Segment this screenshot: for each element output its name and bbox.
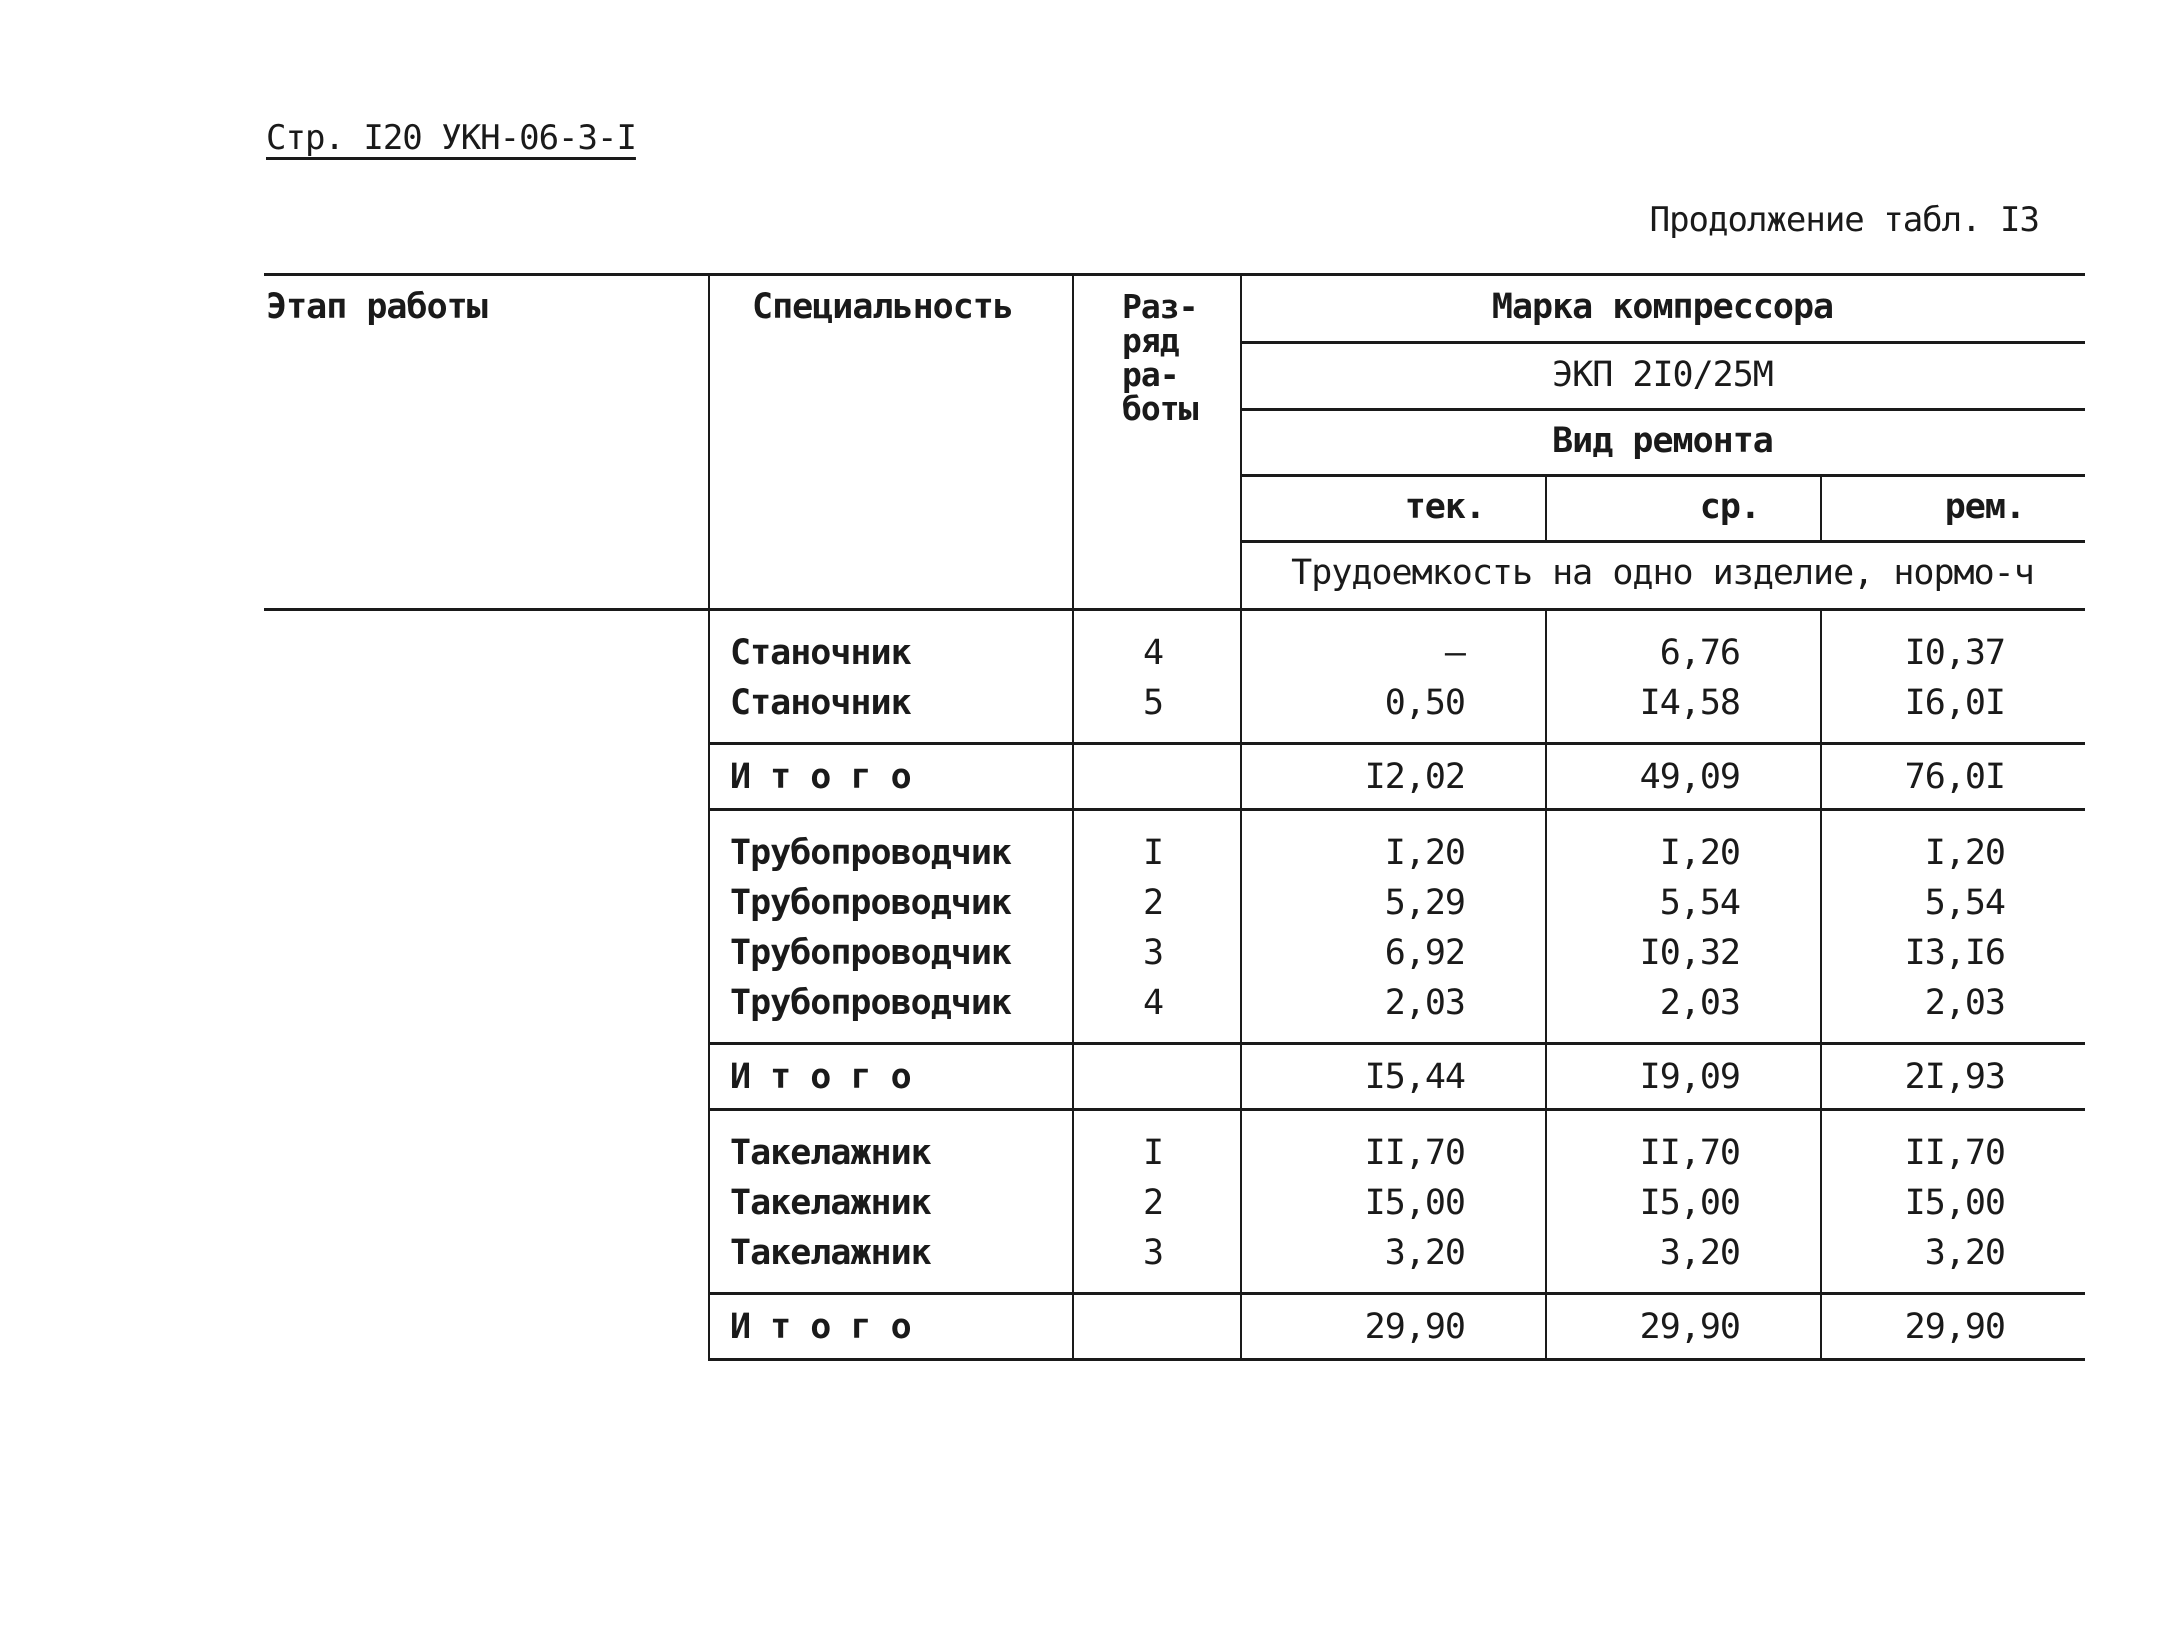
total-value-cell: 76,0I xyxy=(1904,757,2005,797)
specialty-cell: Такелажник xyxy=(730,1183,931,1223)
body-divider xyxy=(708,608,710,1358)
body-divider xyxy=(1240,608,1242,1358)
value-cell: – xyxy=(1444,633,1465,673)
value-cell: I6,0I xyxy=(1904,683,2005,723)
value-cell: 6,92 xyxy=(1384,933,1465,973)
brand-value-rule xyxy=(1240,408,2085,411)
repair-subtypes-rule xyxy=(1240,540,2085,543)
column-header-grade: Раз-ряд ра-боты xyxy=(1122,287,1198,428)
total-rule xyxy=(708,1108,2085,1111)
value-cell: I,20 xyxy=(1924,833,2005,873)
value-cell: I5,00 xyxy=(1904,1183,2005,1223)
value-cell: 5,54 xyxy=(1924,883,2005,923)
body-divider xyxy=(1545,608,1547,1358)
repair-type-2: рем. xyxy=(1944,487,2025,527)
value-cell: 5,54 xyxy=(1659,883,1740,923)
compressor-brand-value: ЭКП 2I0/25М xyxy=(1552,355,1773,395)
total-label: И т о г о xyxy=(730,757,911,797)
total-value-cell: 29,90 xyxy=(1904,1307,2005,1347)
specialty-cell: Такелажник xyxy=(730,1233,931,1273)
grade-cell: I xyxy=(1142,1133,1164,1173)
value-cell: 3,20 xyxy=(1659,1233,1740,1273)
labor-caption: Трудоемкость на одно изделие, нормо-ч xyxy=(1291,553,2034,593)
column-header-stage: Этап работы xyxy=(266,287,487,327)
group-rule xyxy=(708,742,2085,745)
value-cell: 3,20 xyxy=(1924,1233,2005,1273)
value-cell: 0,50 xyxy=(1384,683,1465,723)
column-header-brand: Марка компрессора xyxy=(1491,287,1834,327)
specialty-cell: Трубопроводчик xyxy=(730,883,1012,923)
grade-cell: 4 xyxy=(1142,983,1164,1023)
grade-cell: 4 xyxy=(1142,633,1164,673)
grade-cell: 3 xyxy=(1142,1233,1164,1273)
value-cell: I,20 xyxy=(1659,833,1740,873)
header-divider xyxy=(708,273,710,608)
group-rule xyxy=(708,1292,2085,1295)
group-rule xyxy=(708,1042,2085,1045)
value-cell: 3,20 xyxy=(1384,1233,1465,1273)
value-cell: 2,03 xyxy=(1924,983,2005,1023)
value-cell: 5,29 xyxy=(1384,883,1465,923)
value-cell: 2,03 xyxy=(1384,983,1465,1023)
total-value-cell: 49,09 xyxy=(1639,757,1740,797)
total-value-cell: 29,90 xyxy=(1364,1307,1465,1347)
brand-rule xyxy=(1240,341,2085,344)
page-reference: Стр. I20 УКН-06-3-I xyxy=(266,118,636,158)
value-cell: 6,76 xyxy=(1659,633,1740,673)
total-rule xyxy=(708,808,2085,811)
grade-cell: I xyxy=(1142,833,1164,873)
body-divider xyxy=(1072,608,1074,1358)
specialty-cell: Станочник xyxy=(730,633,911,673)
grade-cell: 2 xyxy=(1142,1183,1164,1223)
header-divider xyxy=(1072,273,1074,608)
value-cell: I0,37 xyxy=(1904,633,2005,673)
total-value-cell: 29,90 xyxy=(1639,1307,1740,1347)
total-value-cell: I9,09 xyxy=(1639,1057,1740,1097)
specialty-cell: Такелажник xyxy=(730,1133,931,1173)
repair-type-1: ср. xyxy=(1699,487,1760,527)
body-divider xyxy=(1820,608,1822,1358)
repair-type-0: тек. xyxy=(1404,487,1485,527)
table-top-rule xyxy=(264,273,2085,276)
specialty-cell: Трубопроводчик xyxy=(730,933,1012,973)
specialty-cell: Трубопроводчик xyxy=(730,983,1012,1023)
value-cell: I4,58 xyxy=(1639,683,1740,723)
column-header-specialty: Специальность xyxy=(752,287,1013,327)
specialty-cell: Станочник xyxy=(730,683,911,723)
total-rule xyxy=(708,1358,2085,1361)
total-label: И т о г о xyxy=(730,1057,911,1097)
value-cell: I0,32 xyxy=(1639,933,1740,973)
grade-cell: 3 xyxy=(1142,933,1164,973)
specialty-cell: Трубопроводчик xyxy=(730,833,1012,873)
value-cell: I5,00 xyxy=(1364,1183,1465,1223)
value-cell: II,70 xyxy=(1364,1133,1465,1173)
column-header-repair-type: Вид ремонта xyxy=(1552,421,1773,461)
total-value-cell: 2I,93 xyxy=(1904,1057,2005,1097)
grade-cell: 2 xyxy=(1142,883,1164,923)
value-cell: 2,03 xyxy=(1659,983,1740,1023)
table-continuation-label: Продолжение табл. I3 xyxy=(1649,200,2039,240)
value-cell: II,70 xyxy=(1639,1133,1740,1173)
total-value-cell: I2,02 xyxy=(1364,757,1465,797)
repair-type-rule xyxy=(1240,474,2085,477)
value-cell: I5,00 xyxy=(1639,1183,1740,1223)
total-value-cell: I5,44 xyxy=(1364,1057,1465,1097)
value-cell: I3,I6 xyxy=(1904,933,2005,973)
grade-cell: 5 xyxy=(1142,683,1164,723)
total-label: И т о г о xyxy=(730,1307,911,1347)
value-cell: I,20 xyxy=(1384,833,1465,873)
header-bottom-rule xyxy=(264,608,2085,611)
value-cell: II,70 xyxy=(1904,1133,2005,1173)
